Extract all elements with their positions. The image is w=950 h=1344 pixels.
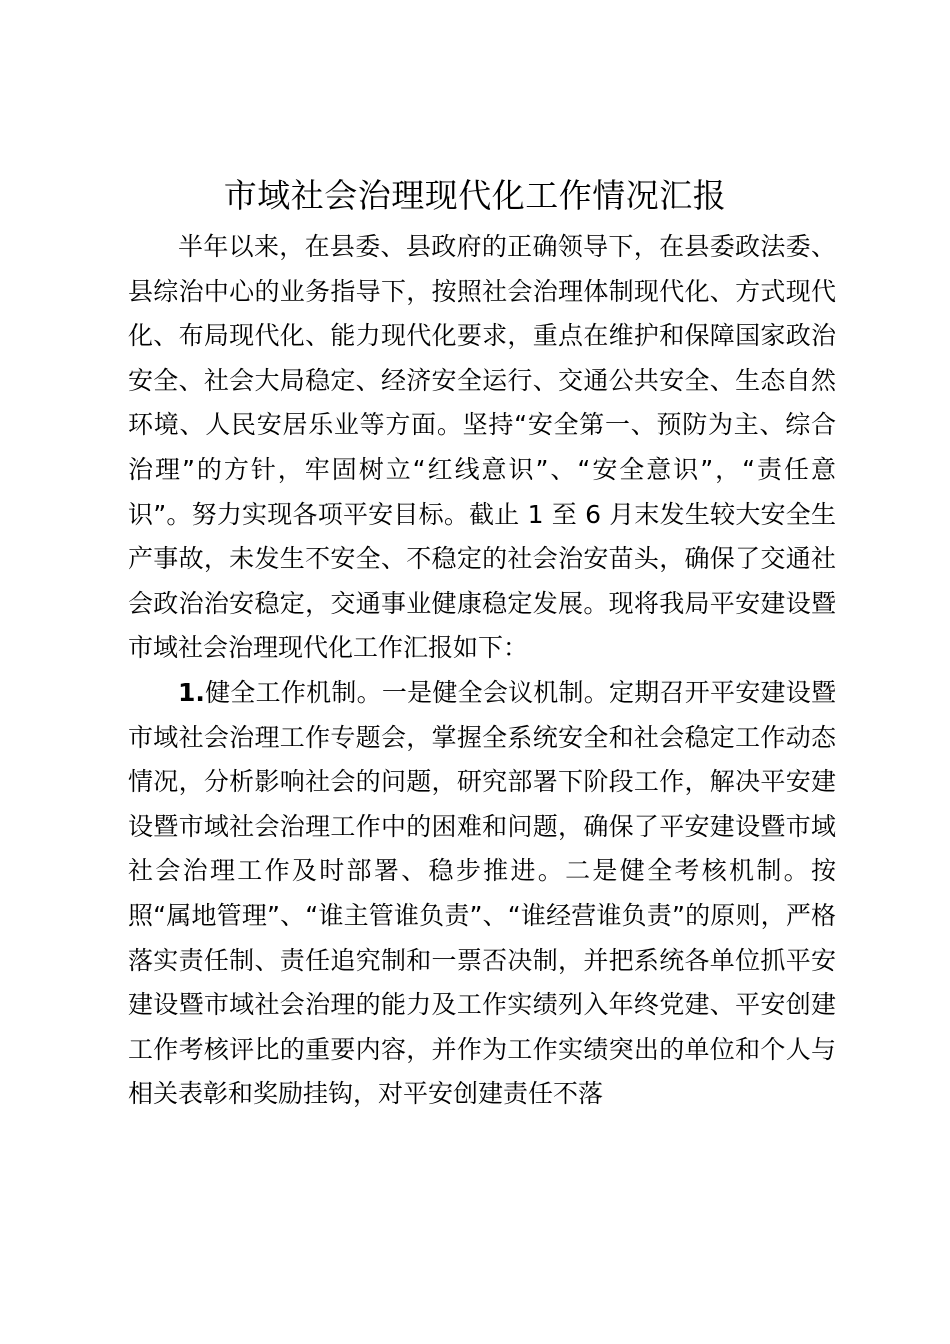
section-number: 1. xyxy=(178,677,205,707)
paragraph-intro xyxy=(128,225,836,671)
paragraph-intro-text: 半年以来，在县委、县政府的正确领导下，在县委政法委、县综治中心的业务指导下，按照社会治理体制现代化、方式现代化、布局现代化、能力现代化要求，重点在维护和保障国家政治安全、社会大局稳定、经济安全运行、交通公共安全、生态自然环境、人民安居乐业等方面。坚持“安全第一、预防为主、综合治理”的方针，牢固树立“红线意识”、“安全意识”，“责任意识”。努力实现各项平安目标。截止 1 至 6 月末发生较大安全生产事故，未发生不安全、不稳定的社会治安苗头，确保了交通社会政治治安稳定，交通事业健康稳定发展。现将我局平安建设暨市域社会治理现代化工作汇报如下： xyxy=(128,232,836,663)
document-body xyxy=(128,225,836,1117)
document-title: 市域社会治理现代化工作情况汇报 xyxy=(223,176,727,215)
paragraph-section-1-text: 健全工作机制。一是健全会议机制。定期召开平安建设暨市域社会治理工作专题会，掌握全系统安全和社会稳定工作动态情况，分析影响社会的问题，研究部署下阶段工作，解决平安建设暨市域社会治理工作中的困难和问题，确保了平安建设暨市域社会治理工作及时部署、稳步推进。二是健全考核机制。按照“属地管理”、“谁主管谁负责”、“谁经营谁负责”的原则，严格落实责任制、责任追究制和一票否决制，并把系统各单位抓平安建设暨市域社会治理的能力及工作实绩列入年终党建、平安创建工作考核评比的重要内容，并作为工作实绩突出的单位和个人与相关表彰和奖励挂钩，对平安创建责任不落 xyxy=(128,677,836,1109)
paragraph-section-1 xyxy=(128,671,836,1117)
